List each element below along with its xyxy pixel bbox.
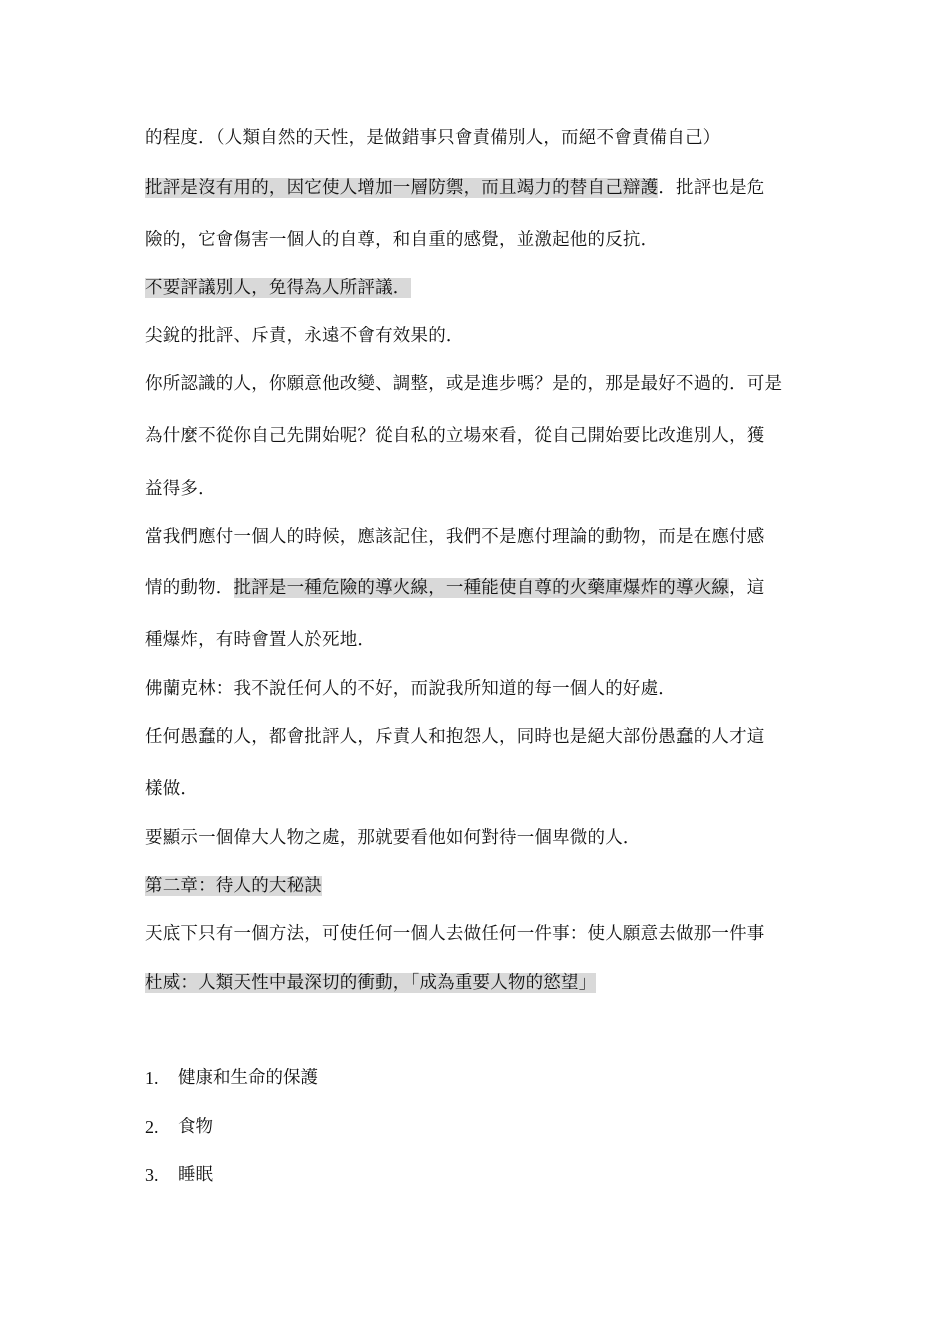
text-segment: ，這 — [729, 578, 765, 598]
highlighted-text: 批評是沒有用的，因它使人增加一層防禦，而且竭力的替自己辯護 — [145, 178, 659, 198]
paragraph-line: 險的，它會傷害一個人的自尊，和自重的感覺，並激起他的反抗． — [145, 230, 659, 250]
paragraph-line: 益得多． — [145, 479, 216, 499]
paragraph-line: 要顯示一個偉大人物之處，那就要看他如何對待一個卑微的人． — [145, 828, 641, 848]
paragraph-line — [145, 576, 765, 600]
list-item-text: 睡眠 — [178, 1165, 213, 1185]
chapter-heading — [145, 874, 322, 898]
highlighted-text: 杜威：人類天性中最深切的衝動，「成為重要人物的慾望」 — [145, 973, 597, 993]
text-segment: 情的動物． — [145, 578, 234, 598]
paragraph-line: 任何愚蠢的人，都會批評人，斥責人和抱怨人，同時也是絕大部份愚蠢的人才這 — [145, 727, 765, 747]
list-number: 1. — [145, 1068, 159, 1088]
list-number: 3. — [145, 1165, 159, 1185]
paragraph-line: 天底下只有一個方法，可使任何一個人去做任何一件事：使人願意去做那一件事 — [145, 924, 765, 944]
paragraph-line: 的程度．（人類自然的天性，是做錯事只會責備別人，而絕不會責備自己） — [145, 128, 721, 148]
paragraph-line: 為什麼不從你自己先開始呢？從自私的立場來看，從自己開始要比改進別人，獲 — [145, 426, 765, 446]
text-segment: ．批評也是危 — [658, 178, 765, 198]
paragraph-line: 尖銳的批評、斥責，永遠不會有效果的． — [145, 326, 464, 346]
highlighted-text: 第二章：待人的大秘訣 — [145, 876, 322, 896]
paragraph-line — [145, 176, 765, 200]
paragraph-line: 樣做． — [145, 779, 199, 799]
highlighted-text: 不要評議別人，免得為人所評議． — [145, 278, 411, 298]
list-number: 2. — [145, 1117, 159, 1137]
paragraph-line: 種爆炸，有時會置人於死地． — [145, 630, 376, 650]
paragraph-line — [145, 971, 596, 995]
paragraph-line — [145, 276, 411, 300]
list-item-text: 健康和生命的保護 — [178, 1068, 318, 1088]
list-item-text: 食物 — [178, 1117, 213, 1137]
paragraph-line: 你所認識的人，你願意他改變、調整，或是進步嗎？是的，那是最好不過的．可是 — [145, 374, 783, 394]
paragraph-line: 當我們應付一個人的時候，應該記住，我們不是應付理論的動物，而是在應付感 — [145, 527, 765, 547]
paragraph-line: 佛蘭克林：我不說任何人的不好，而說我所知道的每一個人的好處． — [145, 679, 676, 699]
highlighted-text: 批評是一種危險的導火線，一種能使自尊的火藥庫爆炸的導火線 — [233, 578, 730, 598]
